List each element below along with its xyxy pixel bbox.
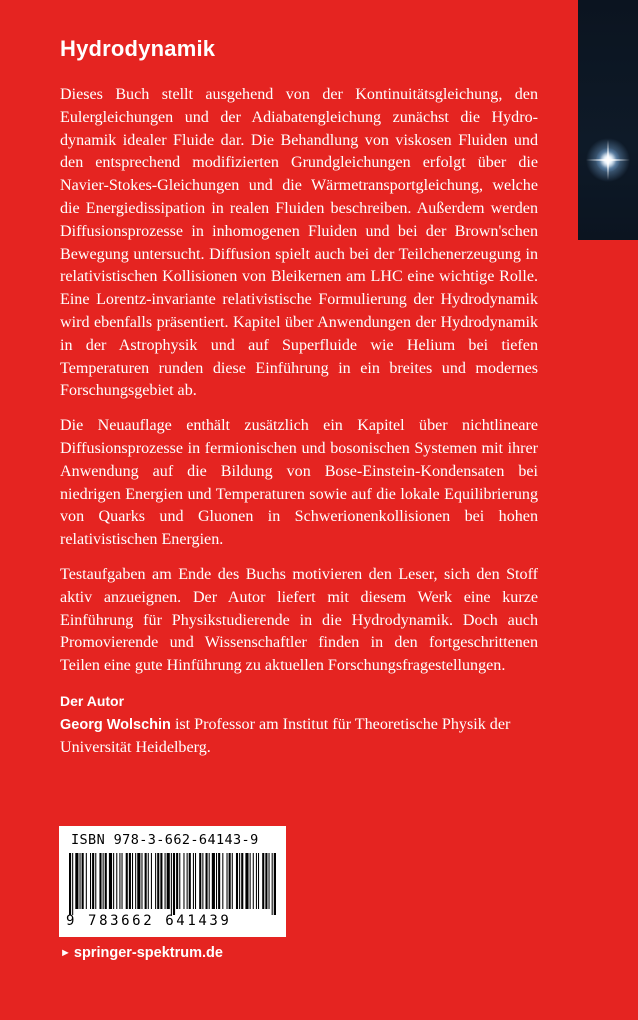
barcode-bars (69, 853, 276, 915)
barcode-bar (218, 853, 220, 909)
barcode-bar (80, 853, 81, 909)
barcode-digits: 9 783662 641439 (66, 913, 232, 929)
barcode-bar (95, 853, 96, 909)
barcode-bar (258, 853, 259, 909)
barcode-bar (250, 853, 251, 909)
barcode-bar (105, 853, 107, 909)
barcode-bar (256, 853, 257, 909)
publisher-link[interactable] (60, 945, 223, 961)
barcode-bar (262, 853, 264, 909)
barcode-bar (202, 853, 203, 909)
barcode-bar (99, 853, 101, 909)
blurb-paragraph: Dieses Buch stellt ausgehend von der Kontinuitätsgleichung, den Eulergleichungen und der Adiabatengleichung zunächst die Hydrodynamik idealer Fluide dar. Die Behandlung von viskosen Fluiden und den entsprechend modifizierten Grundgleichungen erfolgt über die Navier-Stokes-Gleichungen und die Wärmetransportgleichung, welche die Energiedissipation in realen Fluiden beschreiben. Außerdem werden Diffusionsprozesse in inhomogenen Fluiden und bei der Brown'schen Bewegung untersucht. Diffusion spielt auch bei der Teilchenerzeugung in relativistischen Kollisionen von Bleikernen am LHC eine wichtige Rolle. Eine Lorentz-invariante relativistische Formulierung der Hydrodynamik wird ebenfalls präsentiert. Kapitel über Anwendungen der Hydrodynamik in der Astrophysik und auf Superfluide wie Helium bei tiefen Temperaturen runden diese Einführung in ein breites und modernes Forschungsgebiet ab. (60, 86, 538, 400)
isbn-label: ISBN 978-3-662-64143-9 (71, 832, 259, 848)
cover-photo-strip (578, 0, 638, 240)
barcode-bar (173, 853, 175, 915)
blurb-paragraph: Testaufgaben am Ende des Buchs motivieren den Leser, sich den Stoff aktiv anzueignen. Der Autor liefert mit diesem Werk eine kurze Einführung für Physikstudierende in die Hydrodynamik. Doch auch Promovierende und Wissenschaftler finden in den fortgeschrittenen Teilen eine gute Hinführung zu aktuellen Forschungsfragestellungen. (60, 565, 538, 675)
barcode-bar (122, 853, 123, 909)
barcode-bar (241, 853, 243, 909)
barcode-bar (135, 853, 136, 909)
book-title: Hydrodynamik (60, 36, 216, 61)
barcode-bar (160, 853, 162, 909)
barcode-bar (82, 853, 84, 909)
barcode-bar (269, 853, 270, 909)
barcode-bar (274, 853, 276, 915)
blurb-paragraph: Die Neuauflage enthält zusätzlich ein Kapitel über nichtlineare Diffusionsprozesse in fermionischen und bosonischen Systemen mit ihrer Anwendung auf die Bildung von Bose-Einstein-Kondensaten bei niedrigen Energien und Temperaturen sowie auf die lokale Equilibrierung von Quarks und Gluonen in Schwerionenkollisionen bei hohen relativistischen Energien. (60, 417, 538, 549)
barcode-bar (187, 853, 188, 909)
barcode-bar (216, 853, 217, 909)
barcode-bar (69, 853, 71, 915)
barcode-bar (119, 853, 120, 909)
barcode-bar (155, 853, 156, 909)
barcode-bar (145, 853, 147, 909)
barcode-bar (103, 853, 104, 909)
barcode-bar (90, 853, 91, 909)
barcode-bar (245, 853, 248, 909)
barcode-bar (236, 853, 238, 909)
barcode-bar (116, 853, 117, 909)
barcode-bar (209, 853, 210, 909)
barcode-bar (86, 853, 87, 909)
barcode-bar (239, 853, 240, 909)
barcode-bar (148, 853, 149, 909)
barcode-bar (253, 853, 254, 909)
author-bio-text: ist Professor am Institut für Theoretische Physik der Universität Heidelberg. (60, 715, 511, 756)
barcode-bar (113, 853, 114, 909)
barcode-bar (165, 853, 166, 909)
barcode-bar (137, 853, 140, 909)
barcode-bar (227, 853, 228, 909)
barcode-bar (126, 853, 128, 909)
barcode-bar (183, 853, 184, 909)
barcode-bar (189, 853, 191, 909)
barcode-bar (132, 853, 133, 909)
barcode-bar (206, 853, 208, 909)
barcode-bar (265, 853, 267, 909)
barcode-bar (232, 853, 233, 909)
barcode-bar (272, 853, 273, 915)
barcode-bar (109, 853, 112, 909)
barcode-bar (212, 853, 215, 909)
barcode-bar (157, 853, 159, 909)
star-ray (607, 140, 609, 180)
barcode-bar (199, 853, 201, 909)
barcode-bar (151, 853, 152, 909)
author-name: Georg Wolschin (60, 716, 171, 733)
barcode-bar (75, 853, 78, 909)
author-bio (60, 714, 538, 760)
barcode-bar (129, 853, 131, 909)
barcode-bar (195, 853, 196, 909)
publisher-url: springer-spektrum.de (73, 945, 223, 961)
barcode-bar (171, 853, 172, 915)
barcode-bar (179, 853, 180, 909)
arrow-icon: ► (60, 947, 71, 959)
barcode-bar (222, 853, 223, 909)
barcode-bar (72, 853, 73, 915)
barcode-bar (229, 853, 231, 909)
barcode-bar (193, 853, 194, 909)
barcode-bar (167, 853, 170, 909)
barcode-bar (141, 853, 142, 909)
isbn-barcode (59, 826, 286, 937)
blurb (60, 84, 538, 759)
author-heading: Der Autor (60, 692, 125, 709)
barcode-bar (176, 853, 178, 909)
barcode-bar (92, 853, 94, 909)
